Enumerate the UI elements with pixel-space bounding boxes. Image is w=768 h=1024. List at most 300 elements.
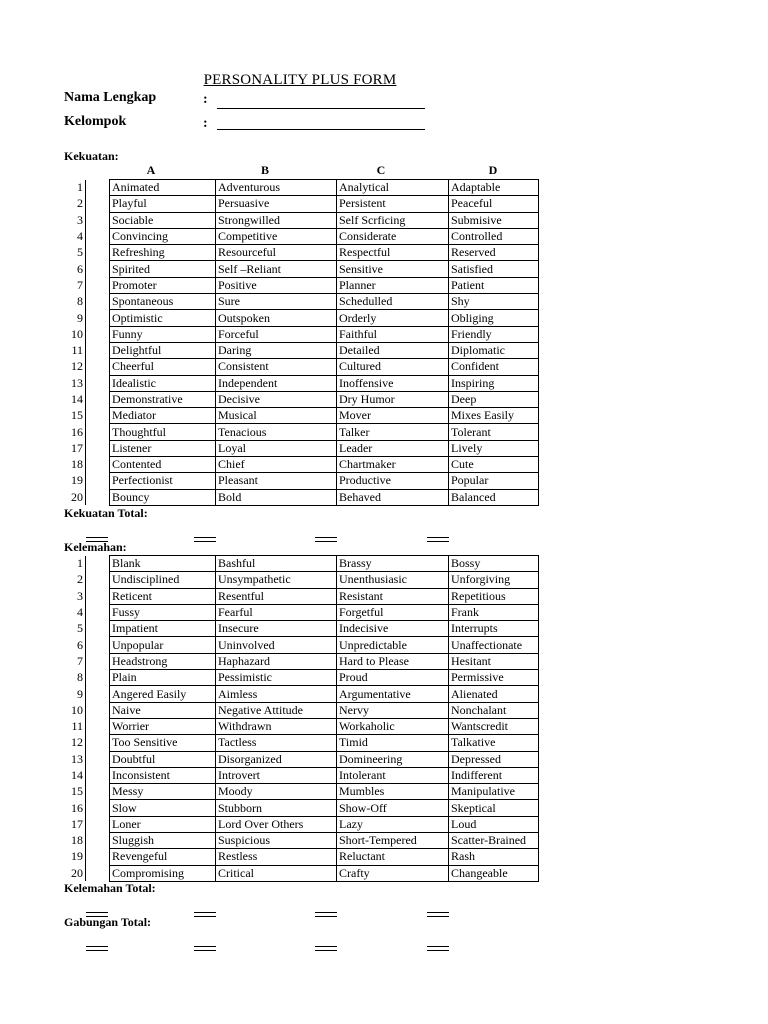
- row-number: 4: [77, 605, 83, 620]
- strengths-heading: Kekuatan:: [64, 149, 119, 163]
- row-number: 1: [77, 180, 83, 195]
- strengths-total-label: Kekuatan Total:: [64, 506, 148, 520]
- word-cell-d[interactable]: Scatter-Brained: [449, 833, 539, 849]
- word-cell-b[interactable]: Resourceful: [216, 245, 337, 261]
- word-cell-d[interactable]: Indifferent: [449, 767, 539, 783]
- word-cell-c[interactable]: Schedulled: [337, 294, 449, 310]
- word-cell-a[interactable]: Sociable: [110, 212, 216, 228]
- word-cell-d[interactable]: Peaceful: [449, 196, 539, 212]
- word-cell-d[interactable]: Popular: [449, 473, 539, 489]
- word-cell-b[interactable]: Fearful: [216, 604, 337, 620]
- strengths-table: [64, 179, 539, 506]
- word-cell-b[interactable]: Bold: [216, 489, 337, 505]
- word-cell-a[interactable]: Reticent: [110, 588, 216, 604]
- table-row: [64, 408, 539, 424]
- word-cell-c[interactable]: Mumbles: [337, 784, 449, 800]
- word-cell-a[interactable]: Contented: [110, 457, 216, 473]
- word-cell-b[interactable]: Critical: [216, 865, 337, 881]
- word-cell-d[interactable]: Repetitious: [449, 588, 539, 604]
- row-number: 10: [71, 702, 83, 717]
- table-row: [64, 294, 539, 310]
- word-cell-c[interactable]: Self Scrficing: [337, 212, 449, 228]
- word-cell-c[interactable]: Leader: [337, 440, 449, 456]
- word-cell-a[interactable]: Idealistic: [110, 375, 216, 391]
- word-cell-b[interactable]: Moody: [216, 784, 337, 800]
- word-cell-b[interactable]: Stubborn: [216, 800, 337, 816]
- word-cell-c[interactable]: Respectful: [337, 245, 449, 261]
- score-cell[interactable]: [86, 375, 110, 391]
- word-cell-a[interactable]: Doubtful: [110, 751, 216, 767]
- word-cell-b[interactable]: Withdrawn: [216, 718, 337, 734]
- word-cell-d[interactable]: Shy: [449, 294, 539, 310]
- word-cell-a[interactable]: Blank: [110, 556, 216, 572]
- word-cell-c[interactable]: Reluctant: [337, 849, 449, 865]
- word-cell-b[interactable]: Negative Attitude: [216, 702, 337, 718]
- table-row: [64, 800, 539, 816]
- word-cell-c[interactable]: Hard to Please: [337, 653, 449, 669]
- row-number: 11: [71, 719, 83, 734]
- word-cell-b[interactable]: Adventurous: [216, 180, 337, 196]
- form-title: PERSONALITY PLUS FORM: [203, 72, 397, 88]
- word-cell-c[interactable]: Short-Tempered: [337, 833, 449, 849]
- full-name-label: Nama Lengkap: [64, 90, 157, 105]
- word-cell-b[interactable]: Independent: [216, 375, 337, 391]
- word-cell-a[interactable]: Refreshing: [110, 245, 216, 261]
- table-row: [64, 865, 539, 881]
- weaknesses-total-d[interactable]: [427, 912, 449, 917]
- word-cell-c[interactable]: Indecisive: [337, 621, 449, 637]
- word-cell-a[interactable]: Playful: [110, 196, 216, 212]
- word-cell-d[interactable]: Rash: [449, 849, 539, 865]
- score-cell[interactable]: [86, 228, 110, 244]
- score-cell[interactable]: [86, 751, 110, 767]
- strengths-total-b[interactable]: [194, 537, 216, 542]
- word-cell-a[interactable]: Messy: [110, 784, 216, 800]
- score-cell[interactable]: [86, 391, 110, 407]
- table-row: [64, 261, 539, 277]
- word-cell-a[interactable]: Impatient: [110, 621, 216, 637]
- full-name-field[interactable]: [217, 108, 425, 109]
- word-cell-b[interactable]: Restless: [216, 849, 337, 865]
- word-cell-d[interactable]: Permissive: [449, 670, 539, 686]
- strengths-total-c[interactable]: [315, 537, 337, 542]
- word-cell-c[interactable]: Sensitive: [337, 261, 449, 277]
- word-cell-b[interactable]: Resentful: [216, 588, 337, 604]
- score-cell[interactable]: [86, 670, 110, 686]
- table-row: [64, 751, 539, 767]
- word-cell-a[interactable]: Funny: [110, 326, 216, 342]
- full-name-colon: :: [203, 92, 208, 107]
- word-cell-b[interactable]: Haphazard: [216, 653, 337, 669]
- word-cell-d[interactable]: Inspiring: [449, 375, 539, 391]
- word-cell-b[interactable]: Loyal: [216, 440, 337, 456]
- word-cell-b[interactable]: Forceful: [216, 326, 337, 342]
- column-header-b: B: [260, 163, 269, 177]
- score-cell[interactable]: [86, 342, 110, 358]
- table-row: [64, 245, 539, 261]
- word-cell-a[interactable]: Optimistic: [110, 310, 216, 326]
- word-cell-a[interactable]: Too Sensitive: [110, 735, 216, 751]
- table-row: [64, 556, 539, 572]
- row-number: 13: [71, 751, 83, 766]
- word-cell-b[interactable]: Consistent: [216, 359, 337, 375]
- row-number: 18: [71, 833, 83, 848]
- row-number: 7: [77, 653, 83, 668]
- column-header-d: D: [488, 163, 498, 177]
- word-cell-b[interactable]: Tactless: [216, 735, 337, 751]
- table-row: [64, 849, 539, 865]
- score-cell[interactable]: [86, 800, 110, 816]
- word-cell-a[interactable]: Angered Easily: [110, 686, 216, 702]
- word-cell-b[interactable]: Musical: [216, 408, 337, 424]
- score-cell[interactable]: [86, 212, 110, 228]
- word-cell-a[interactable]: Fussy: [110, 604, 216, 620]
- table-row: [64, 180, 539, 196]
- word-cell-c[interactable]: Resistant: [337, 588, 449, 604]
- word-cell-d[interactable]: Nonchalant: [449, 702, 539, 718]
- word-cell-b[interactable]: Strongwilled: [216, 212, 337, 228]
- table-row: [64, 228, 539, 244]
- word-cell-a[interactable]: Spontaneous: [110, 294, 216, 310]
- row-number: 7: [77, 277, 83, 292]
- word-cell-b[interactable]: Sure: [216, 294, 337, 310]
- word-cell-c[interactable]: Considerate: [337, 228, 449, 244]
- table-row: [64, 735, 539, 751]
- word-cell-c[interactable]: Talker: [337, 424, 449, 440]
- word-cell-b[interactable]: Tenacious: [216, 424, 337, 440]
- word-cell-b[interactable]: Bashful: [216, 556, 337, 572]
- word-cell-b[interactable]: Uninvolved: [216, 637, 337, 653]
- score-cell[interactable]: [86, 735, 110, 751]
- word-cell-a[interactable]: Bouncy: [110, 489, 216, 505]
- word-cell-a[interactable]: Unpopular: [110, 637, 216, 653]
- word-cell-a[interactable]: Promoter: [110, 277, 216, 293]
- word-cell-b[interactable]: Pleasant: [216, 473, 337, 489]
- word-cell-c[interactable]: Inoffensive: [337, 375, 449, 391]
- row-number: 20: [71, 865, 83, 880]
- word-cell-c[interactable]: Dry Humor: [337, 391, 449, 407]
- score-cell[interactable]: [86, 767, 110, 783]
- score-cell[interactable]: [86, 457, 110, 473]
- table-row: [64, 637, 539, 653]
- word-cell-a[interactable]: Revengeful: [110, 849, 216, 865]
- row-number: 3: [77, 588, 83, 603]
- row-number: 5: [77, 621, 83, 636]
- row-number: 13: [71, 375, 83, 390]
- word-cell-a[interactable]: Undisciplined: [110, 572, 216, 588]
- weaknesses-heading: Kelemahan:: [64, 540, 127, 554]
- word-cell-d[interactable]: Mixes Easily: [449, 408, 539, 424]
- row-number: 15: [71, 784, 83, 799]
- row-number: 12: [71, 735, 83, 750]
- table-row: [64, 621, 539, 637]
- word-cell-c[interactable]: Planner: [337, 277, 449, 293]
- strengths-total-d[interactable]: [427, 537, 449, 542]
- word-cell-c[interactable]: Mover: [337, 408, 449, 424]
- word-cell-c[interactable]: Behaved: [337, 489, 449, 505]
- score-cell[interactable]: [86, 637, 110, 653]
- word-cell-a[interactable]: Sluggish: [110, 833, 216, 849]
- word-cell-d[interactable]: Deep: [449, 391, 539, 407]
- word-cell-d[interactable]: Patient: [449, 277, 539, 293]
- table-row: [64, 702, 539, 718]
- row-number: 8: [77, 294, 83, 309]
- word-cell-a[interactable]: Cheerful: [110, 359, 216, 375]
- score-cell[interactable]: [86, 326, 110, 342]
- score-cell[interactable]: [86, 556, 110, 572]
- table-row: [64, 833, 539, 849]
- row-number: 6: [77, 261, 83, 276]
- row-number: 1: [77, 556, 83, 571]
- word-cell-b[interactable]: Positive: [216, 277, 337, 293]
- word-cell-d[interactable]: Obliging: [449, 310, 539, 326]
- row-number: 10: [71, 326, 83, 341]
- score-cell[interactable]: [86, 784, 110, 800]
- word-cell-b[interactable]: Lord Over Others: [216, 816, 337, 832]
- row-number: 19: [71, 849, 83, 864]
- word-cell-c[interactable]: Lazy: [337, 816, 449, 832]
- weaknesses-total-c[interactable]: [315, 912, 337, 917]
- row-number: 16: [71, 424, 83, 439]
- word-cell-d[interactable]: Changeable: [449, 865, 539, 881]
- score-cell[interactable]: [86, 245, 110, 261]
- word-cell-b[interactable]: Self –Reliant: [216, 261, 337, 277]
- table-row: [64, 310, 539, 326]
- word-cell-d[interactable]: Submisive: [449, 212, 539, 228]
- score-cell[interactable]: [86, 816, 110, 832]
- table-row: [64, 670, 539, 686]
- table-row: [64, 767, 539, 783]
- word-cell-d[interactable]: Unaffectionate: [449, 637, 539, 653]
- word-cell-c[interactable]: Persistent: [337, 196, 449, 212]
- row-number: 4: [77, 229, 83, 244]
- row-number: 12: [71, 359, 83, 374]
- word-cell-a[interactable]: Animated: [110, 180, 216, 196]
- word-cell-c[interactable]: Argumentative: [337, 686, 449, 702]
- word-cell-b[interactable]: Decisive: [216, 391, 337, 407]
- table-row: [64, 489, 539, 505]
- row-number: 15: [71, 408, 83, 423]
- word-cell-c[interactable]: Faithful: [337, 326, 449, 342]
- word-cell-c[interactable]: Cultured: [337, 359, 449, 375]
- table-row: [64, 473, 539, 489]
- word-cell-a[interactable]: Delightful: [110, 342, 216, 358]
- weaknesses-table: [64, 555, 539, 882]
- word-cell-d[interactable]: Balanced: [449, 489, 539, 505]
- word-cell-a[interactable]: Naive: [110, 702, 216, 718]
- row-number: 9: [77, 686, 83, 701]
- word-cell-d[interactable]: Loud: [449, 816, 539, 832]
- table-row: [64, 326, 539, 342]
- table-row: [64, 212, 539, 228]
- group-colon: :: [203, 116, 208, 131]
- word-cell-a[interactable]: Worrier: [110, 718, 216, 734]
- word-cell-b[interactable]: Chief: [216, 457, 337, 473]
- table-row: [64, 686, 539, 702]
- word-cell-c[interactable]: Workaholic: [337, 718, 449, 734]
- score-cell[interactable]: [86, 588, 110, 604]
- score-cell[interactable]: [86, 686, 110, 702]
- word-cell-d[interactable]: Diplomatic: [449, 342, 539, 358]
- row-number: 17: [71, 440, 83, 455]
- row-number: 11: [71, 343, 83, 358]
- score-cell[interactable]: [86, 473, 110, 489]
- word-cell-d[interactable]: Cute: [449, 457, 539, 473]
- group-field[interactable]: [217, 129, 425, 130]
- word-cell-a[interactable]: Thoughtful: [110, 424, 216, 440]
- score-cell[interactable]: [86, 718, 110, 734]
- word-cell-d[interactable]: Lively: [449, 440, 539, 456]
- group-label: Kelompok: [64, 114, 127, 129]
- word-cell-a[interactable]: Convincing: [110, 228, 216, 244]
- word-cell-c[interactable]: Analytical: [337, 180, 449, 196]
- row-number: 16: [71, 800, 83, 815]
- word-cell-c[interactable]: Chartmaker: [337, 457, 449, 473]
- score-cell[interactable]: [86, 572, 110, 588]
- table-row: [64, 604, 539, 620]
- word-cell-d[interactable]: Unforgiving: [449, 572, 539, 588]
- score-cell[interactable]: [86, 621, 110, 637]
- score-cell[interactable]: [86, 604, 110, 620]
- combined-total-b[interactable]: [194, 946, 216, 951]
- combined-total-d[interactable]: [427, 946, 449, 951]
- table-row: [64, 816, 539, 832]
- word-cell-d[interactable]: Skeptical: [449, 800, 539, 816]
- score-cell[interactable]: [86, 833, 110, 849]
- word-cell-d[interactable]: Confident: [449, 359, 539, 375]
- word-cell-a[interactable]: Inconsistent: [110, 767, 216, 783]
- row-number: 14: [71, 768, 83, 782]
- word-cell-c[interactable]: Show-Off: [337, 800, 449, 816]
- word-cell-b[interactable]: Suspicious: [216, 833, 337, 849]
- score-cell[interactable]: [86, 180, 110, 196]
- word-cell-b[interactable]: Daring: [216, 342, 337, 358]
- score-cell[interactable]: [86, 440, 110, 456]
- row-number: 2: [77, 572, 83, 587]
- word-cell-a[interactable]: Plain: [110, 670, 216, 686]
- word-cell-c[interactable]: Intolerant: [337, 767, 449, 783]
- word-cell-c[interactable]: Crafty: [337, 865, 449, 881]
- word-cell-a[interactable]: Listener: [110, 440, 216, 456]
- combined-total-label: Gabungan Total:: [64, 915, 152, 929]
- score-cell[interactable]: [86, 489, 110, 505]
- table-row: [64, 359, 539, 375]
- row-number: 19: [71, 473, 83, 488]
- row-number: 3: [77, 212, 83, 227]
- word-cell-c[interactable]: Unenthusiasic: [337, 572, 449, 588]
- weaknesses-total-b[interactable]: [194, 912, 216, 917]
- word-cell-d[interactable]: Wantscredit: [449, 718, 539, 734]
- table-row: [64, 342, 539, 358]
- word-cell-c[interactable]: Forgetful: [337, 604, 449, 620]
- score-cell[interactable]: [86, 702, 110, 718]
- table-row: [64, 588, 539, 604]
- word-cell-c[interactable]: Orderly: [337, 310, 449, 326]
- word-cell-a[interactable]: Perfectionist: [110, 473, 216, 489]
- row-number: 6: [77, 637, 83, 652]
- word-cell-a[interactable]: Mediator: [110, 408, 216, 424]
- score-cell[interactable]: [86, 865, 110, 881]
- word-cell-c[interactable]: Productive: [337, 473, 449, 489]
- table-row: [64, 653, 539, 669]
- word-cell-b[interactable]: Introvert: [216, 767, 337, 783]
- word-cell-b[interactable]: Aimless: [216, 686, 337, 702]
- word-cell-a[interactable]: Slow: [110, 800, 216, 816]
- word-cell-d[interactable]: Talkative: [449, 735, 539, 751]
- word-cell-d[interactable]: Bossy: [449, 556, 539, 572]
- table-row: [64, 196, 539, 212]
- score-cell[interactable]: [86, 653, 110, 669]
- word-cell-d[interactable]: Satisfied: [449, 261, 539, 277]
- word-cell-c[interactable]: Timid: [337, 735, 449, 751]
- word-cell-a[interactable]: Spirited: [110, 261, 216, 277]
- word-cell-d[interactable]: Depressed: [449, 751, 539, 767]
- word-cell-d[interactable]: Hesitant: [449, 653, 539, 669]
- word-cell-d[interactable]: Interrupts: [449, 621, 539, 637]
- table-row: [64, 440, 539, 456]
- score-cell[interactable]: [86, 310, 110, 326]
- word-cell-b[interactable]: Insecure: [216, 621, 337, 637]
- word-cell-d[interactable]: Controlled: [449, 228, 539, 244]
- table-row: [64, 784, 539, 800]
- row-number: 2: [77, 196, 83, 211]
- word-cell-c[interactable]: Unpredictable: [337, 637, 449, 653]
- row-number: 8: [77, 670, 83, 685]
- word-cell-b[interactable]: Unsympathetic: [216, 572, 337, 588]
- word-cell-b[interactable]: Competitive: [216, 228, 337, 244]
- score-cell[interactable]: [86, 359, 110, 375]
- table-row: [64, 424, 539, 440]
- word-cell-c[interactable]: Brassy: [337, 556, 449, 572]
- row-number: 9: [77, 310, 83, 325]
- word-cell-b[interactable]: Persuasive: [216, 196, 337, 212]
- score-cell[interactable]: [86, 261, 110, 277]
- word-cell-d[interactable]: Frank: [449, 604, 539, 620]
- word-cell-b[interactable]: Pessimistic: [216, 670, 337, 686]
- row-number: 17: [71, 816, 83, 831]
- row-number: 5: [77, 245, 83, 260]
- table-row: [64, 457, 539, 473]
- word-cell-d[interactable]: Manipulative: [449, 784, 539, 800]
- combined-total-a[interactable]: [86, 946, 108, 951]
- score-cell[interactable]: [86, 424, 110, 440]
- word-cell-c[interactable]: Detailed: [337, 342, 449, 358]
- word-cell-c[interactable]: Domineering: [337, 751, 449, 767]
- combined-total-c[interactable]: [315, 946, 337, 951]
- word-cell-d[interactable]: Friendly: [449, 326, 539, 342]
- word-cell-a[interactable]: Demonstrative: [110, 391, 216, 407]
- word-cell-b[interactable]: Outspoken: [216, 310, 337, 326]
- word-cell-d[interactable]: Alienated: [449, 686, 539, 702]
- word-cell-c[interactable]: Nervy: [337, 702, 449, 718]
- word-cell-c[interactable]: Proud: [337, 670, 449, 686]
- table-row: [64, 277, 539, 293]
- word-cell-b[interactable]: Disorganized: [216, 751, 337, 767]
- word-cell-d[interactable]: Adaptable: [449, 180, 539, 196]
- score-cell[interactable]: [86, 294, 110, 310]
- score-cell[interactable]: [86, 277, 110, 293]
- column-header-a: A: [146, 163, 156, 177]
- word-cell-a[interactable]: Loner: [110, 816, 216, 832]
- score-cell[interactable]: [86, 196, 110, 212]
- word-cell-a[interactable]: Headstrong: [110, 653, 216, 669]
- word-cell-a[interactable]: Compromising: [110, 865, 216, 881]
- word-cell-d[interactable]: Reserved: [449, 245, 539, 261]
- row-number: 20: [71, 489, 83, 504]
- score-cell[interactable]: [86, 408, 110, 424]
- score-cell[interactable]: [86, 849, 110, 865]
- word-cell-d[interactable]: Tolerant: [449, 424, 539, 440]
